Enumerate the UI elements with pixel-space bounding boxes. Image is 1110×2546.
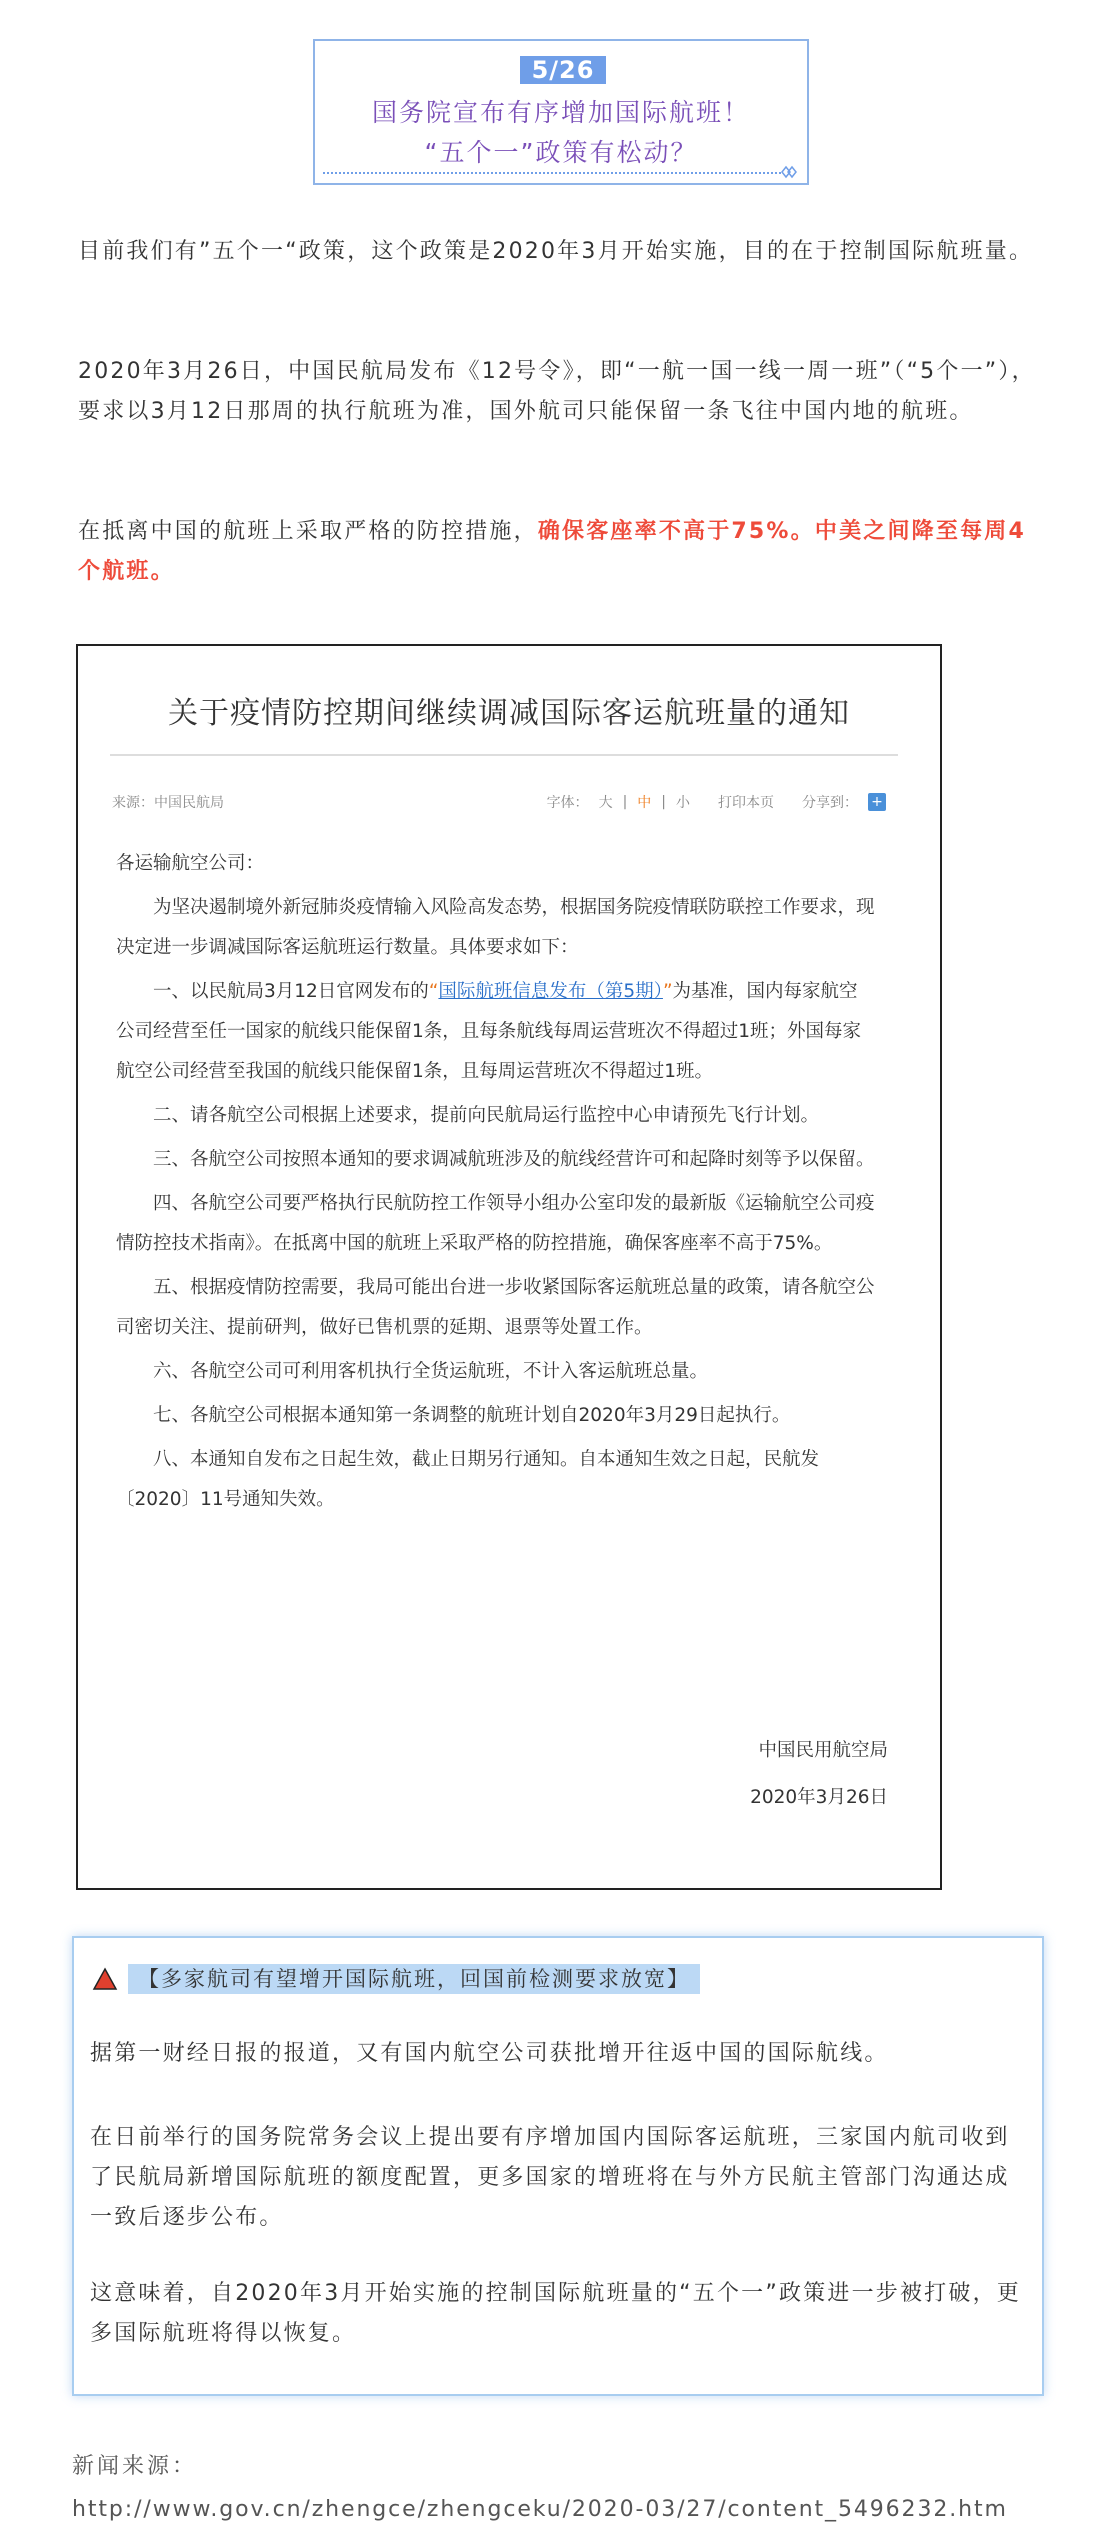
- info-box: [72, 1936, 1044, 2396]
- notice-item-5: 五、根据疫情防控需要，我局可能出台进一步收紧国际客运航班总量的政策，请各航空公司密切关注、提前研判，做好已售机票的延期、退票等处置工作。: [116, 1277, 875, 1338]
- font-size-label: 字体：: [546, 795, 589, 811]
- info-heading: [92, 1964, 700, 1994]
- notice-toolbar: [547, 792, 886, 812]
- notice-item-6: 六、各航空公司可利用客机执行全货运航班，不计入客运航班总量。: [153, 1361, 709, 1382]
- notice-source: 来源：中国民航局: [112, 795, 224, 811]
- notice-body: [116, 844, 876, 1524]
- notice-item-1: 一、以民航局3月12日官网发布的“国际航班信息发布（第5期）”为基准，国内每家航空公司经营至任一国家的航线只能保留1条，且每条航线每周运营班次不得超过1班；外国每家航空公司经营至我国的航线只能保留1条，且每周运营班次不得超过1班。: [116, 981, 862, 1082]
- info-paragraph-1: 据第一财经日报的报道，又有国内航空公司获批增开往返中国的国际航线。: [90, 2041, 889, 2066]
- notice-item-2: 二、请各航空公司根据上述要求，提前向民航局运行监控中心申请预先飞行计划。: [153, 1105, 820, 1126]
- font-small-button[interactable]: 小: [676, 795, 690, 811]
- intro-highlight-text: 确保客座率不高于75%。中美之间降至每周4个航班。: [78, 519, 1026, 584]
- source-label: 新闻来源：: [72, 2454, 198, 2479]
- intro-paragraph-1: 目前我们有”五个一“政策，这个政策是2020年3月开始实施，目的在于控制国际航班量。: [78, 239, 1034, 264]
- notice-divider: [110, 754, 898, 756]
- notice-document: [76, 644, 942, 1890]
- dotted-divider: [323, 172, 781, 174]
- print-button[interactable]: 打印本页: [718, 795, 774, 811]
- header-title-line1: 国务院宣布有序增加国际航班！: [371, 98, 750, 127]
- font-medium-button[interactable]: 中: [637, 795, 652, 811]
- date-badge: 5/26: [520, 56, 606, 84]
- warning-triangle-icon: [92, 1967, 118, 1991]
- info-heading-text: 【多家航司有望增开国际航班，回国前检测要求放宽】: [128, 1964, 700, 1994]
- notice-title: 关于疫情防控期间继续调减国际客运航班量的通知: [168, 696, 850, 731]
- info-paragraph-3: 这意味着，自2020年3月开始实施的控制国际航班量的“五个一”政策进一步被打破，更多国际航班将得以恢复。: [90, 2281, 1021, 2346]
- intro-paragraph-3: [78, 512, 1046, 592]
- notice-item-1-text: 一、以民航局3月12日官网发布的: [153, 981, 429, 1002]
- header-title-line2: “五个一”政策有松动？: [424, 138, 698, 167]
- info-paragraph-2: 在日前举行的国务院常务会议上提出要有序增加国内国际客运航班，三家国内航司收到了民航局新增国际航班的额度配置，更多国家的增班将在与外方民航主管部门沟通达成一致后逐步公布。: [90, 2125, 1010, 2230]
- font-large-button[interactable]: 大: [598, 795, 613, 811]
- header-box: [313, 39, 809, 185]
- notice-item-7: 七、各航空公司根据本通知第一条调整的航班计划自2020年3月29日起执行。: [153, 1405, 791, 1426]
- separator: |: [661, 794, 666, 810]
- share-label: 分享到：: [802, 795, 858, 811]
- intro-paragraph-2: 2020年3月26日，中国民航局发布《12号令》，即“一航一国一线一周一班”（“5个一”），要求以3月12日那周的执行航班为准，国外航司只能保留一条飞往中国内地的航班。: [78, 359, 1036, 424]
- notice-item-8: 八、本通知自发布之日起生效，截止日期另行通知。自本通知生效之日起，民航发〔2020〕11号通知失效。: [116, 1449, 820, 1510]
- notice-salutation: 各运输航空公司：: [116, 853, 265, 874]
- notice-signature: 中国民用航空局: [758, 1740, 888, 1761]
- notice-item-3: 三、各航空公司按照本通知的要求调减航班涉及的航线经营许可和起降时刻等予以保留。: [153, 1149, 875, 1170]
- share-icon[interactable]: +: [868, 793, 886, 811]
- notice-item-1-rest: 为基准，国内每家航空公司经营至任一国家的航线只能保留1条，且每条航线每周运营班次不得超过1班；外国每家航空公司经营至我国的航线只能保留1条，且每周运营班次不得超过1班。: [116, 981, 862, 1082]
- source-url[interactable]: http://www.gov.cn/zhengce/zhengceku/2020-03/27/content_5496232.htm: [72, 2497, 1008, 2522]
- notice-link[interactable]: 国际航班信息发布（第5期）: [438, 981, 663, 1002]
- intro-paragraph-3-text: 在抵离中国的航班上采取严格的防控措施，: [78, 519, 538, 544]
- notice-date: 2020年3月26日: [750, 1787, 888, 1808]
- diamond-ornament-icon: [777, 165, 799, 179]
- notice-intro: 为坚决遏制境外新冠肺炎疫情输入风险高发态势，根据国务院疫情联防联控工作要求，现决定进一步调减国际客运航班运行数量。具体要求如下：: [116, 897, 875, 958]
- separator: |: [622, 794, 628, 810]
- notice-item-4: 四、各航空公司要严格执行民航防控工作领导小组办公室印发的最新版《运输航空公司疫情防控技术指南》。在抵离中国的航班上采取严格的防控措施，确保客座率不高于75%。: [116, 1193, 875, 1254]
